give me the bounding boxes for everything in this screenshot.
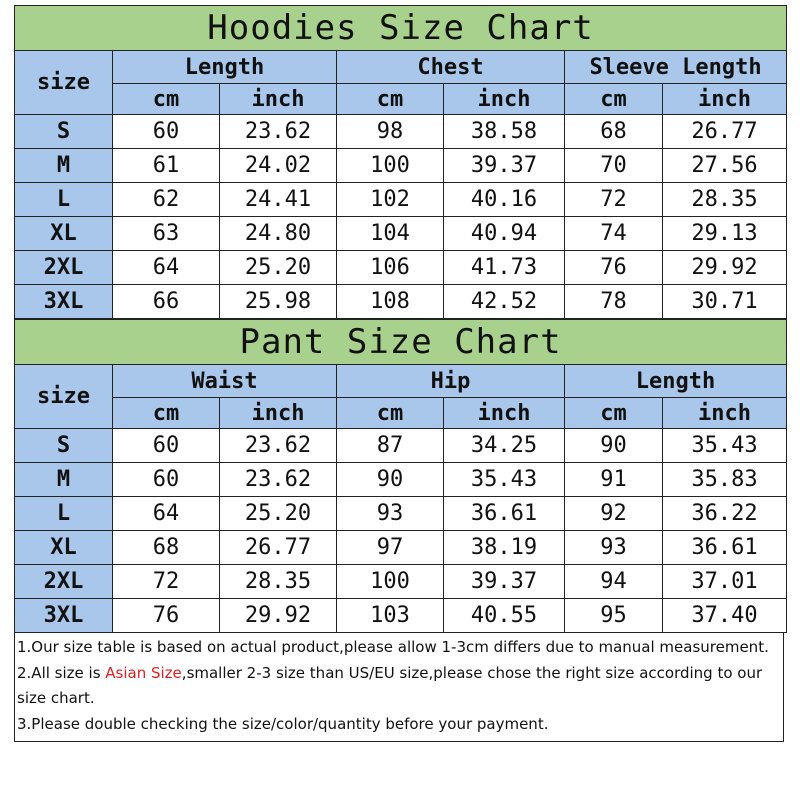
measurement-cell: 24.80 xyxy=(220,217,337,251)
table-row xyxy=(15,183,787,217)
measurement-cell: 36.61 xyxy=(444,497,565,531)
size-label: L xyxy=(15,497,113,531)
measurement-cell: 30.71 xyxy=(663,285,787,319)
size-label: 3XL xyxy=(15,285,113,319)
measurement-cell: 35.43 xyxy=(663,429,787,463)
size-label: S xyxy=(15,115,113,149)
pants-group-header: Waist xyxy=(113,365,337,398)
hoodies-unit-header: cm xyxy=(565,84,663,115)
measurement-cell: 76 xyxy=(565,251,663,285)
pants-unit-header: cm xyxy=(565,398,663,429)
measurement-cell: 87 xyxy=(337,429,444,463)
hoodies-group-header: Chest xyxy=(337,51,565,84)
measurement-cell: 38.19 xyxy=(444,531,565,565)
measurement-cell: 40.55 xyxy=(444,599,565,633)
measurement-cell: 63 xyxy=(113,217,220,251)
measurement-cell: 104 xyxy=(337,217,444,251)
measurement-cell: 64 xyxy=(113,251,220,285)
measurement-cell: 106 xyxy=(337,251,444,285)
pants-size-header: size xyxy=(15,365,113,429)
pants-unit-header: inch xyxy=(444,398,565,429)
measurement-cell: 62 xyxy=(113,183,220,217)
measurement-cell: 93 xyxy=(337,497,444,531)
measurement-cell: 72 xyxy=(113,565,220,599)
measurement-cell: 36.61 xyxy=(663,531,787,565)
measurement-cell: 102 xyxy=(337,183,444,217)
table-row xyxy=(15,285,787,319)
note-2-prefix: 2.All size is xyxy=(17,663,106,682)
measurement-cell: 29.92 xyxy=(663,251,787,285)
measurement-cell: 95 xyxy=(565,599,663,633)
measurement-cell: 23.62 xyxy=(220,115,337,149)
measurement-cell: 60 xyxy=(113,463,220,497)
measurement-cell: 68 xyxy=(565,115,663,149)
hoodies-unit-header: cm xyxy=(337,84,444,115)
measurement-cell: 42.52 xyxy=(444,285,565,319)
hoodies-unit-header: cm xyxy=(113,84,220,115)
measurement-cell: 40.16 xyxy=(444,183,565,217)
measurement-cell: 68 xyxy=(113,531,220,565)
hoodies-group-header: Length xyxy=(113,51,337,84)
measurement-cell: 94 xyxy=(565,565,663,599)
pants-title: Pant Size Chart xyxy=(15,320,787,365)
table-row xyxy=(15,429,787,463)
measurement-cell: 61 xyxy=(113,149,220,183)
measurement-cell: 28.35 xyxy=(220,565,337,599)
table-row xyxy=(15,149,787,183)
measurement-cell: 28.35 xyxy=(663,183,787,217)
measurement-cell: 91 xyxy=(565,463,663,497)
measurement-cell: 60 xyxy=(113,429,220,463)
size-label: M xyxy=(15,149,113,183)
measurement-cell: 64 xyxy=(113,497,220,531)
measurement-cell: 74 xyxy=(565,217,663,251)
measurement-cell: 29.13 xyxy=(663,217,787,251)
size-label: 2XL xyxy=(15,251,113,285)
size-label: S xyxy=(15,429,113,463)
size-label: 3XL xyxy=(15,599,113,633)
size-label: XL xyxy=(15,217,113,251)
measurement-cell: 23.62 xyxy=(220,463,337,497)
measurement-cell: 25.20 xyxy=(220,497,337,531)
table-row xyxy=(15,217,787,251)
hoodies-rows xyxy=(15,115,787,319)
hoodies-unit-header: inch xyxy=(444,84,565,115)
measurement-cell: 90 xyxy=(565,429,663,463)
table-row xyxy=(15,463,787,497)
measurement-cell: 27.56 xyxy=(663,149,787,183)
pants-size-table xyxy=(14,319,787,633)
size-label: M xyxy=(15,463,113,497)
hoodies-unit-header: inch xyxy=(663,84,787,115)
note-2-suffix: ,smaller 2-3 size than US/EU size,please chose the right size according to our size chart. xyxy=(17,663,763,707)
measurement-cell: 37.01 xyxy=(663,565,787,599)
measurement-cell: 60 xyxy=(113,115,220,149)
hoodies-unit-header: inch xyxy=(220,84,337,115)
measurement-cell: 66 xyxy=(113,285,220,319)
measurement-cell: 25.98 xyxy=(220,285,337,319)
size-notes xyxy=(14,633,784,742)
size-label: XL xyxy=(15,531,113,565)
note-1: 1.Our size table is based on actual product,please allow 1-3cm differs due to manual measurement. xyxy=(17,638,769,656)
measurement-cell: 34.25 xyxy=(444,429,565,463)
asian-size-highlight: Asian Size xyxy=(105,663,182,682)
table-row xyxy=(15,599,787,633)
size-chart-document xyxy=(14,5,786,742)
pants-unit-header: cm xyxy=(337,398,444,429)
measurement-cell: 97 xyxy=(337,531,444,565)
measurement-cell: 108 xyxy=(337,285,444,319)
measurement-cell: 26.77 xyxy=(663,115,787,149)
table-row xyxy=(15,497,787,531)
hoodies-title: Hoodies Size Chart xyxy=(15,6,787,51)
measurement-cell: 24.41 xyxy=(220,183,337,217)
pants-group-header: Length xyxy=(565,365,787,398)
measurement-cell: 29.92 xyxy=(220,599,337,633)
measurement-cell: 92 xyxy=(565,497,663,531)
hoodies-size-table xyxy=(14,5,787,319)
pants-unit-header: inch xyxy=(220,398,337,429)
size-label: 2XL xyxy=(15,565,113,599)
measurement-cell: 90 xyxy=(337,463,444,497)
measurement-cell: 78 xyxy=(565,285,663,319)
pants-unit-header: inch xyxy=(663,398,787,429)
table-row xyxy=(15,531,787,565)
table-row xyxy=(15,251,787,285)
measurement-cell: 38.58 xyxy=(444,115,565,149)
measurement-cell: 37.40 xyxy=(663,599,787,633)
measurement-cell: 98 xyxy=(337,115,444,149)
measurement-cell: 23.62 xyxy=(220,429,337,463)
note-3: 3.Please double checking the size/color/quantity before your payment. xyxy=(17,714,549,733)
measurement-cell: 36.22 xyxy=(663,497,787,531)
measurement-cell: 25.20 xyxy=(220,251,337,285)
hoodies-group-header: Sleeve Length xyxy=(565,51,787,84)
measurement-cell: 100 xyxy=(337,149,444,183)
measurement-cell: 103 xyxy=(337,599,444,633)
measurement-cell: 41.73 xyxy=(444,251,565,285)
measurement-cell: 39.37 xyxy=(444,149,565,183)
measurement-cell: 72 xyxy=(565,183,663,217)
measurement-cell: 70 xyxy=(565,149,663,183)
size-label: L xyxy=(15,183,113,217)
measurement-cell: 35.83 xyxy=(663,463,787,497)
measurement-cell: 39.37 xyxy=(444,565,565,599)
pants-group-header: Hip xyxy=(337,365,565,398)
measurement-cell: 40.94 xyxy=(444,217,565,251)
measurement-cell: 35.43 xyxy=(444,463,565,497)
measurement-cell: 76 xyxy=(113,599,220,633)
hoodies-size-header: size xyxy=(15,51,113,115)
note-2 xyxy=(17,661,779,712)
pants-rows xyxy=(15,429,787,633)
measurement-cell: 100 xyxy=(337,565,444,599)
table-row xyxy=(15,565,787,599)
measurement-cell: 93 xyxy=(565,531,663,565)
pants-unit-header: cm xyxy=(113,398,220,429)
measurement-cell: 26.77 xyxy=(220,531,337,565)
measurement-cell: 24.02 xyxy=(220,149,337,183)
table-row xyxy=(15,115,787,149)
